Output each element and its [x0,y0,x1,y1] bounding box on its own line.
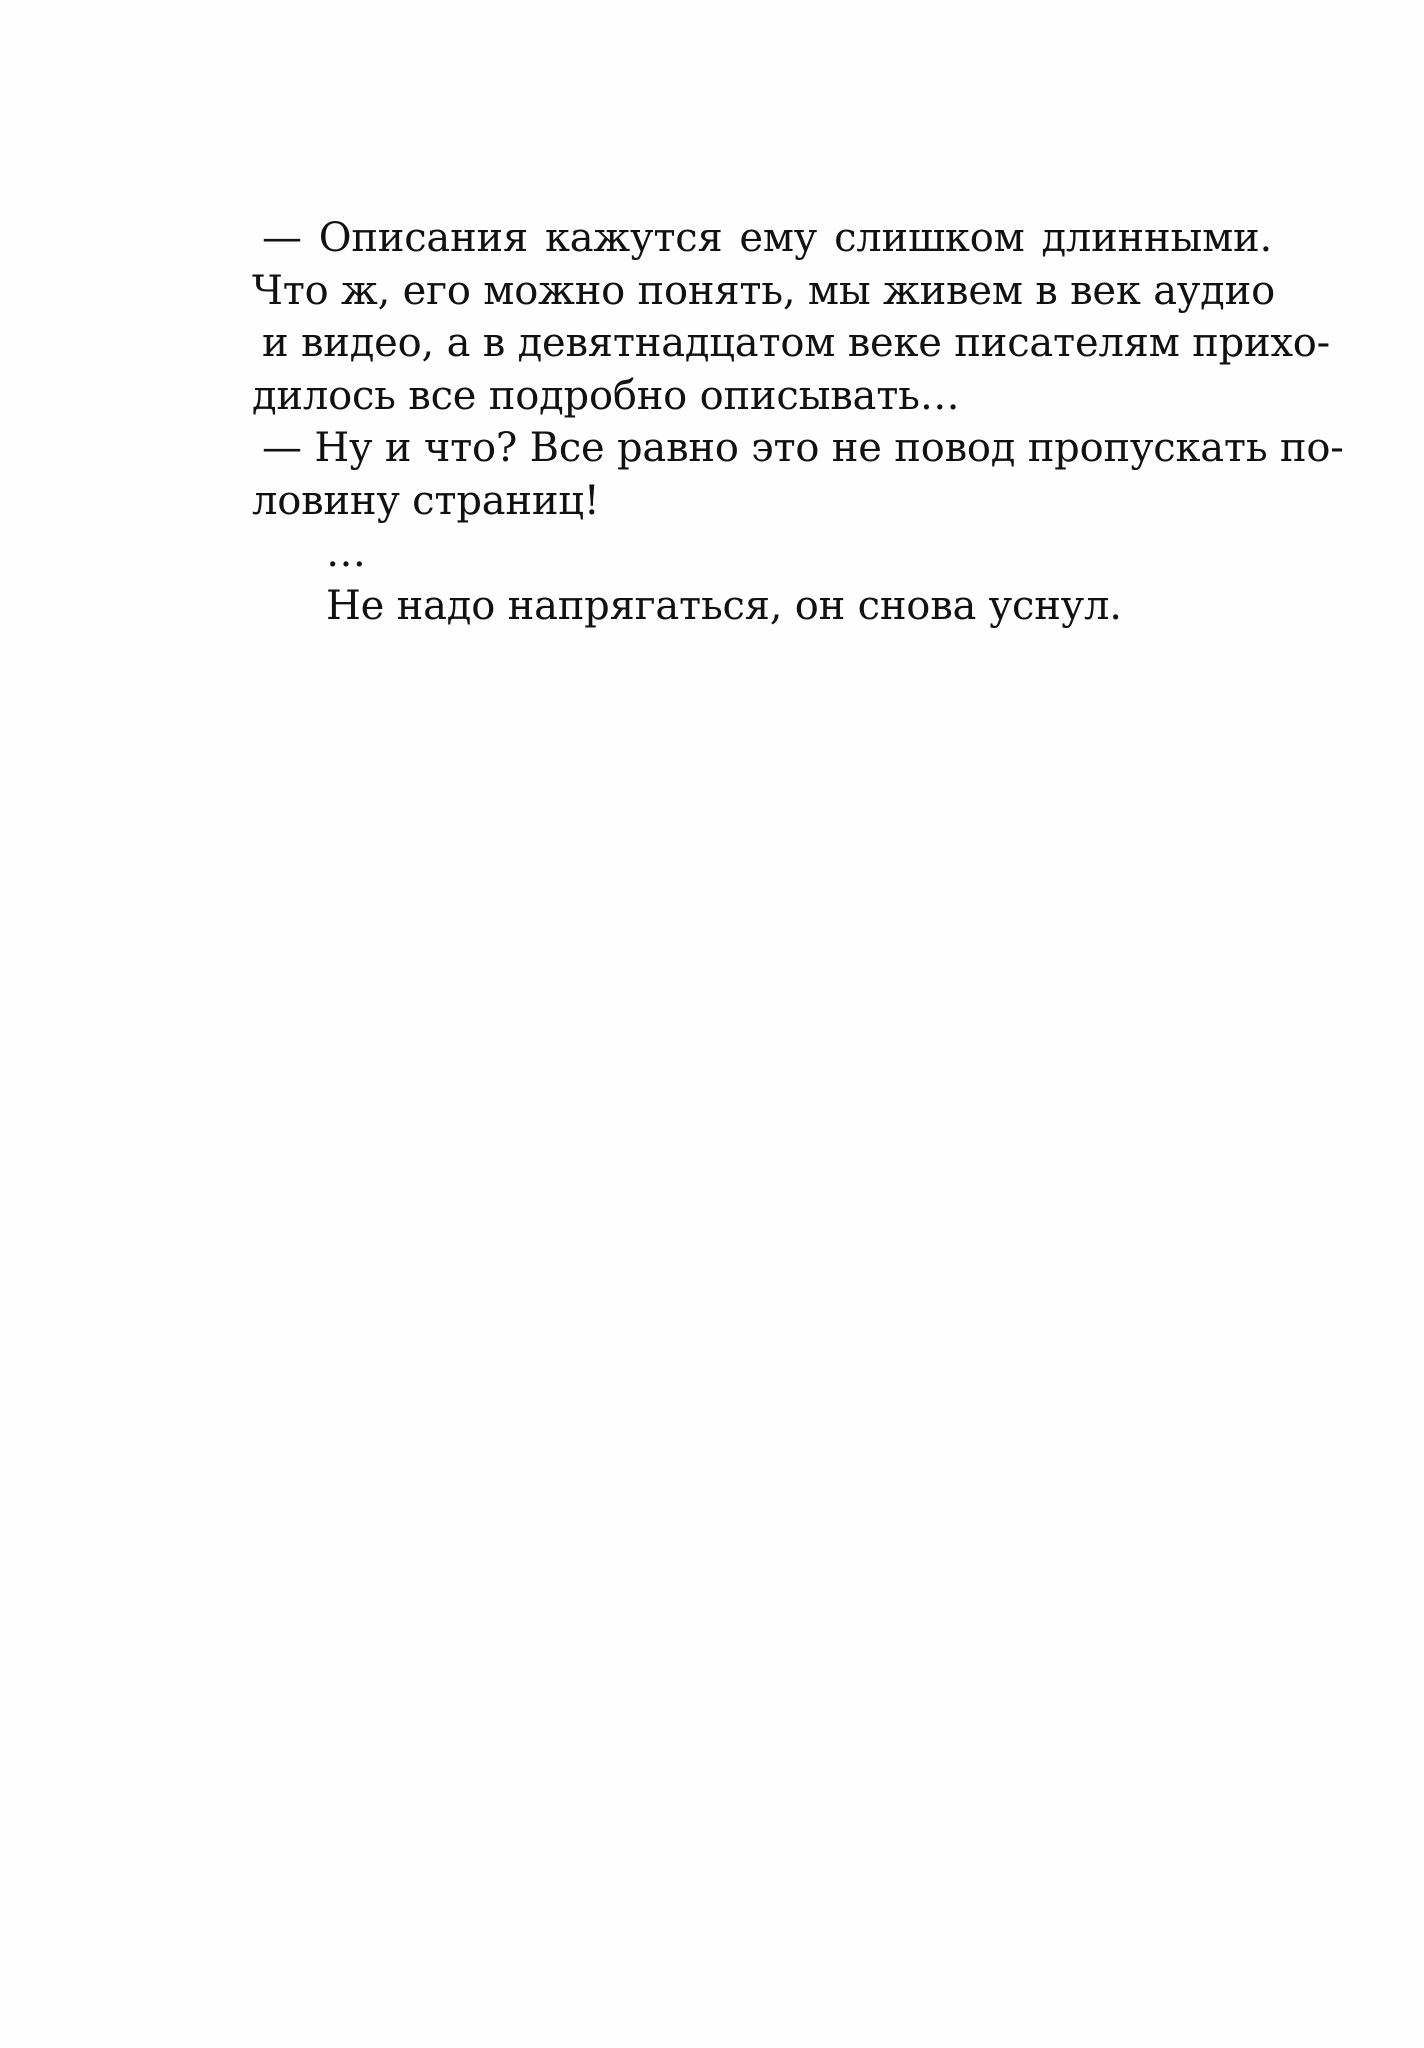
text-line: Не надо напрягаться, он снова уснул. [326,582,1122,629]
text-line: и видео, а в девятнадцатом веке писателям прихо- [262,320,1330,366]
text-line: дилось все подробно описывать… [252,372,960,419]
page-text [252,212,1344,632]
text-line: ловину страниц! [252,477,600,524]
text-line: Что ж, его можно понять, мы живем в век аудио [252,267,1275,314]
ellipsis-line: … [326,530,372,576]
text-line: — Ну и что? Все равно это не повод пропускать по- [262,425,1344,471]
text-line: — Описания кажутся ему слишком длинными. [262,215,1272,261]
